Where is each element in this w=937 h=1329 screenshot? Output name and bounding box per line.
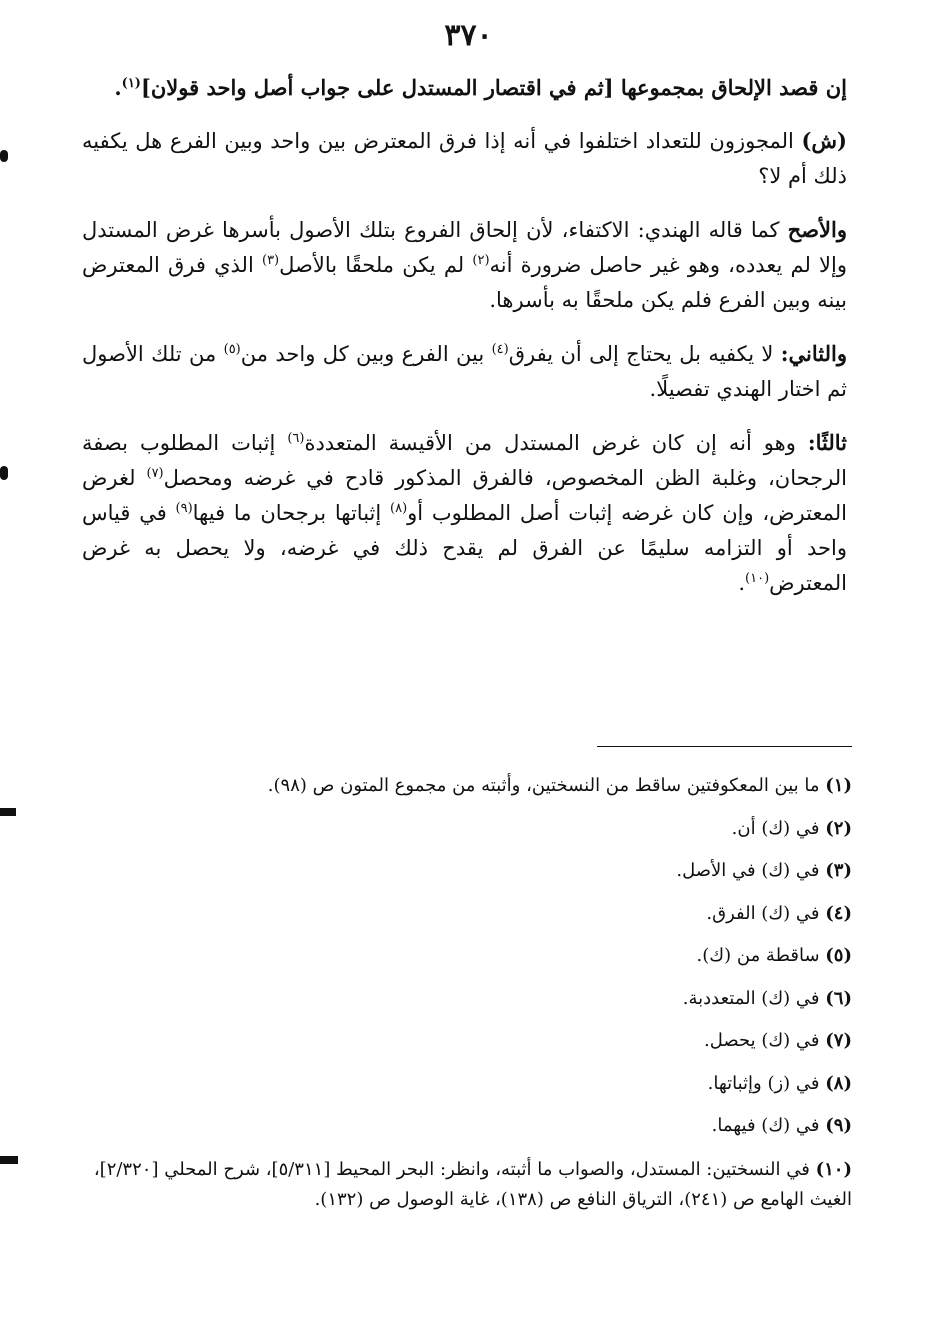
footnote-text: في (ك) يحصل. xyxy=(704,1030,820,1051)
footnote-number: (٧) xyxy=(825,1030,852,1051)
footnote-number: (١) xyxy=(825,775,852,796)
paragraph xyxy=(82,336,847,407)
text-run: لم يكن ملحقًا بالأصل xyxy=(279,253,473,277)
text-run: لغرض المعترض، وإن كان غرضه إثبات أصل المطلوب أو xyxy=(82,466,847,525)
page-number: ٣٧٠ xyxy=(444,18,493,53)
footnote-number: (٩) xyxy=(825,1115,852,1136)
text-run: إثباتها برجحان ما فيها xyxy=(192,501,391,525)
paragraph-lead: والأصح xyxy=(787,217,847,242)
paragraph xyxy=(82,212,847,318)
paragraph-lead: والثاني: xyxy=(780,341,847,366)
text-run: وهو أنه إن كان غرض المستدل من الأقيسة المتعددة xyxy=(304,431,808,455)
footnote-ref: (٩) xyxy=(175,501,193,516)
footnote-number: (٨) xyxy=(825,1072,852,1094)
footnote-number: (٦) xyxy=(825,987,852,1009)
main-text xyxy=(82,70,847,619)
footnote xyxy=(82,985,852,1028)
footnote-text: في (ز) وإثباتها. xyxy=(707,1072,820,1094)
footnote xyxy=(82,1070,852,1113)
footnote xyxy=(82,815,852,858)
footnote-ref: (٨) xyxy=(390,501,408,516)
footnote xyxy=(82,942,852,985)
footnote-text: في النسختين: المستدل، والصواب ما أثبته، وانظر: البحر المحيط [٥/٣١١]، شرح المحلي [٢/٣٢٠]، الغيث الهامع ص (٢٤١)، الترياق النافع ص (١٣٨)، غاية الوصول ص (١٣٢). xyxy=(93,1158,852,1210)
footnote-separator xyxy=(597,746,852,747)
footnote-text: ساقطة من (ك). xyxy=(696,945,820,966)
paragraph xyxy=(82,425,847,601)
footnote-number: (٤) xyxy=(825,902,852,924)
footnote xyxy=(82,772,852,815)
footnote-number: (٥) xyxy=(825,945,852,966)
margin-mark-icon xyxy=(0,1156,18,1164)
margin-mark-icon xyxy=(0,466,8,480)
footnote xyxy=(82,1155,852,1215)
paragraph xyxy=(82,123,847,194)
text-run: لا يكفيه بل يحتاج إلى أن يفرق xyxy=(508,342,781,366)
margin-mark-icon xyxy=(0,808,16,816)
footnote-ref: (٣) xyxy=(261,253,280,268)
footnote xyxy=(82,900,852,943)
footnote-number: (١٠) xyxy=(815,1158,852,1180)
footnote-ref: (١) xyxy=(121,76,141,91)
footnote-ref: (٤) xyxy=(491,342,509,357)
footnote xyxy=(82,1027,852,1070)
footnote-ref: (٢) xyxy=(472,253,490,268)
footnote-ref: (١٠) xyxy=(745,571,770,586)
text-run: المجوزون للتعداد اختلفوا في أنه إذا فرق المعترض بين واحد وبين الفرع هل يكفيه ذلك أم لا؟ xyxy=(82,129,847,188)
footnotes xyxy=(82,772,852,1215)
paragraph-lead: ثالثًا: xyxy=(807,430,848,455)
footnote-text: في (ك) فيهما. xyxy=(711,1115,820,1136)
footnote-text: ما بين المعكوفتين ساقط من النسختين، وأثبته من مجموع المتون ص (٩٨). xyxy=(267,775,820,796)
footnote-number: (٢) xyxy=(825,817,852,839)
text-run: كما قاله الهندي: الاكتفاء، لأن إلحاق الفروع بتلك الأصول بأسرها غرض المستدل وإلا لم يعدده، وهو غير حاصل ضرورة أنه xyxy=(82,218,847,277)
footnote-text: في (ك) الفرق. xyxy=(706,902,820,924)
footnote-ref: (٦) xyxy=(287,431,305,446)
footnote xyxy=(82,1112,852,1155)
footnote-ref: (٧) xyxy=(146,466,164,481)
footnote-text: في (ك) المتعددبة. xyxy=(682,987,820,1009)
text-run: من تلك الأصول ثم اختار الهندي تفصيلًا. xyxy=(82,342,847,401)
footnote-ref: (٥) xyxy=(223,342,241,357)
text-run: . xyxy=(114,75,122,100)
text-run: بين الفرع وبين كل واحد من xyxy=(240,342,492,366)
text-run: الذي فرق المعترض بينه وبين الفرع فلم يكن ملحقًا به بأسرها. xyxy=(82,253,847,312)
footnote-number: (٣) xyxy=(825,860,852,881)
footnote xyxy=(82,857,852,900)
text-run: إن قصد الإلحاق بمجموعها [ثم في اقتصار المستدل على جواب أصل واحد قولان] xyxy=(140,75,847,100)
paragraph-lead: (ش) xyxy=(801,128,847,153)
text-run: في قياس واحد أو التزامه سليمًا عن الفرق لم يقدح ذلك في غرضه، ولا يحصل به غرض المعترض xyxy=(82,501,847,595)
paragraph xyxy=(82,70,847,105)
footnote-text: في (ك) في الأصل. xyxy=(676,860,820,881)
footnote-text: في (ك) أن. xyxy=(731,817,820,839)
text-run: إثبات المطلوب بصفة الرجحان، وغلبة الظن المخصوص، فالفرق المذكور قادح في غرضه ومحصل xyxy=(82,431,847,490)
margin-mark-icon xyxy=(0,150,8,162)
text-run: . xyxy=(738,571,746,595)
